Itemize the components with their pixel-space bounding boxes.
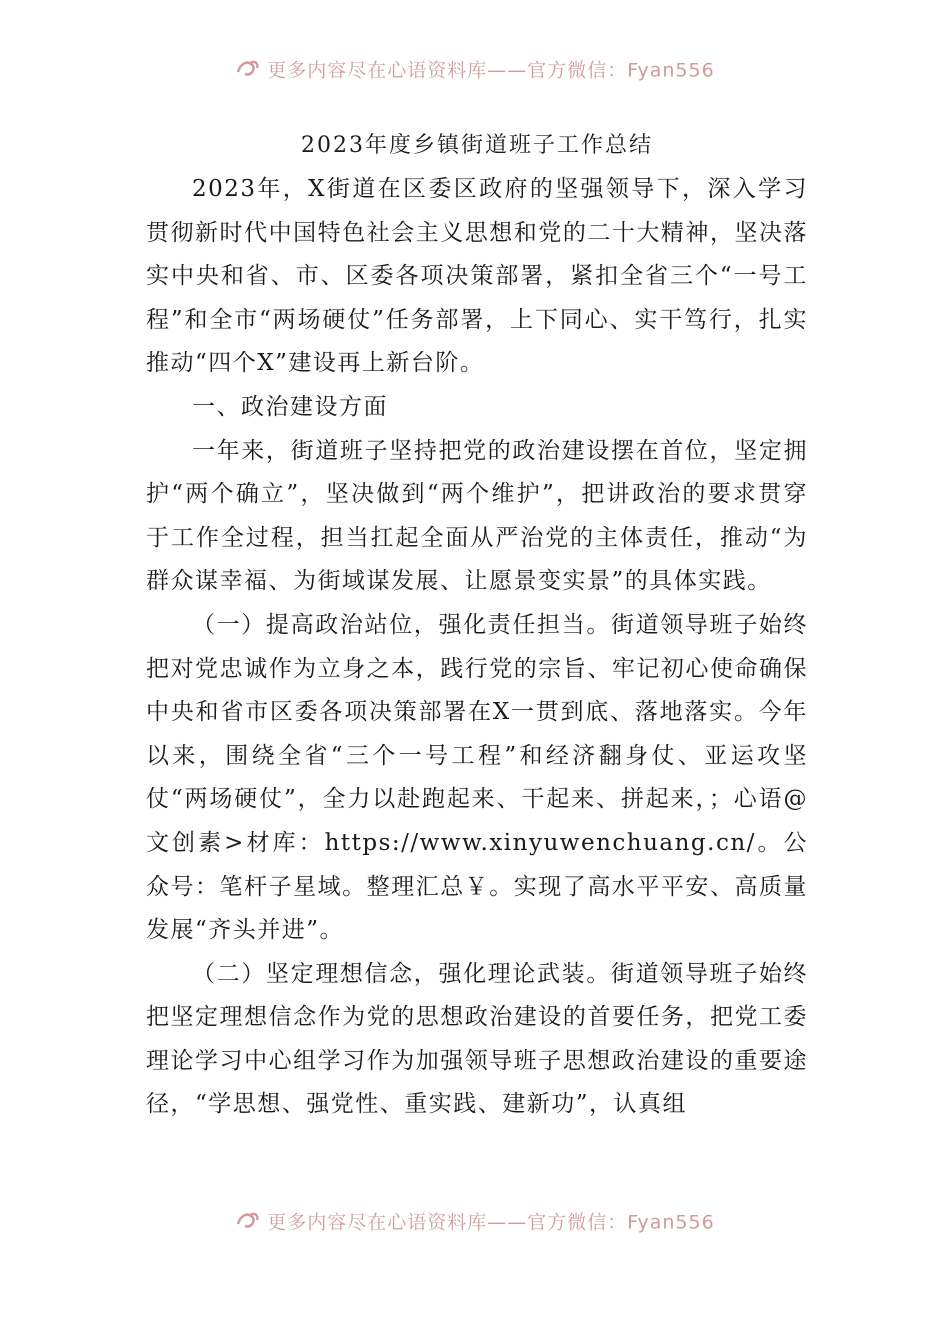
document-title: 2023年度乡镇街道班子工作总结 xyxy=(301,133,653,158)
paragraph-ideals-belief: （二）坚定理想信念，强化理论武装。街道领导班子始终把坚定理想信念作为党的思想政治建设的首要任务，把党工委理论学习中心组学习作为加强领导班子思想政治建设的重要途径，“学思想、强党性、重实践、建新功”，认真组 xyxy=(146,960,808,1118)
paragraph-intro: 2023年，X街道在区委区政府的坚强领导下，深入学习贯彻新时代中国特色社会主义思想和党的二十大精神，坚决落实中央和省、市、区委各项决策部署，紧扣全省三个“一号工程”和全市“两场硬仗”任务部署，上下同心、实干笃行，扎实推动“四个X”建设再上新台阶。 xyxy=(146,176,808,377)
watermark-bottom xyxy=(0,1210,950,1234)
paragraph-political-overview: 一年来，街道班子坚持把党的政治建设摆在首位，坚定拥护“两个确立”，坚决做到“两个维护”，把讲政治的要求贯穿于工作全过程，担当扛起全面从严治党的主体责任，推动“为群众谋幸福、为街域谋发展、让愿景变实景”的具体实践。 xyxy=(146,437,808,595)
brand-logo-icon xyxy=(235,1210,261,1234)
document-body xyxy=(146,124,808,1127)
watermark-text: 更多内容尽在心语资料库——官方微信：Fyan556 xyxy=(267,1211,715,1234)
watermark-top xyxy=(0,58,950,82)
paragraph-political-stance: （一）提高政治站位，强化责任担当。街道领导班子始终把对党忠诚作为立身之本，践行党的宗旨、牢记初心使命确保中央和省市区委各项决策部署在X一贯到底、落地落实。今年以来，围绕全省“三个一号工程”和经济翻身仗、亚运攻坚仗“两场硬仗”，全力以赴跑起来、干起来、拼起来，；心语@文创素>材库：https://www.xinyuwenchuang.cn/。公众号：笔杆子星域。整理汇总￥。实现了高水平平安、高质量发展“齐头并进”。 xyxy=(146,611,808,944)
watermark-text: 更多内容尽在心语资料库——官方微信：Fyan556 xyxy=(267,59,715,82)
brand-logo-icon xyxy=(235,58,261,82)
section-heading-political: 一、政治建设方面 xyxy=(192,393,388,420)
